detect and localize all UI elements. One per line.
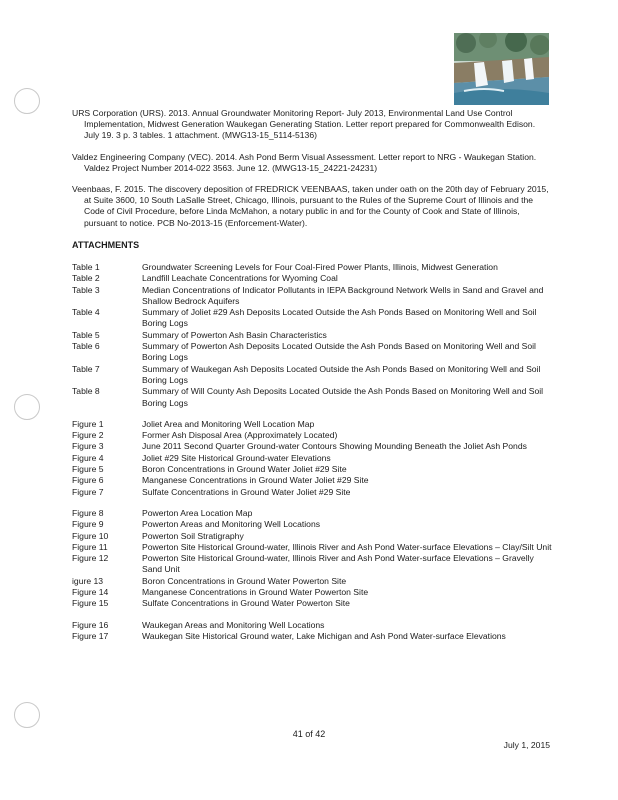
attachment-label: Figure 14 [72, 587, 109, 598]
attachment-label: Table 7 [72, 363, 100, 374]
attachment-label: Figure 1 [72, 418, 104, 429]
section-gap [72, 610, 554, 620]
attachment-label: Table 2 [72, 273, 100, 284]
attachment-description: Powerton Site Historical Ground-water, Illinois River and Ash Pond Water-surface Elevations – Gravelly Sand Unit [142, 553, 534, 575]
attachment-description: Sulfate Concentrations in Ground Water Powerton Site [142, 598, 350, 609]
attachment-row [72, 386, 554, 409]
attachment-label: Figure 16 [72, 619, 109, 630]
attachment-description: Median Concentrations of Indicator Pollutants in IEPA Background Network Wells in Sand and Gravel and Shallow Bedrock Aquifers [142, 284, 544, 306]
attachment-label: Table 8 [72, 386, 100, 397]
attachment-label: Figure 10 [72, 530, 109, 541]
attachment-row [72, 262, 554, 273]
attachment-row [72, 631, 554, 642]
attachment-row [72, 475, 554, 486]
attachments-heading: ATTACHMENTS [72, 240, 140, 250]
attachment-description: Summary of Powerton Ash Deposits Located Outside the Ash Ponds Based on Monitoring Well and Soil Boring Logs [142, 341, 536, 363]
attachment-description: Groundwater Screening Levels for Four Coal-Fired Power Plants, Illinois, Midwest Generation [142, 262, 498, 272]
attachment-row [72, 330, 554, 341]
attachment-row [72, 364, 554, 387]
attachments-list [72, 262, 554, 642]
attachment-label: Figure 4 [72, 452, 104, 463]
attachment-description: Waukegan Site Historical Ground water, Lake Michigan and Ash Pond Water-surface Elevations [142, 630, 506, 641]
attachment-label: Figure 7 [72, 486, 104, 497]
punch-hole-top [14, 88, 40, 114]
reference-entry: Valdez Engineering Company (VEC). 2014. Ash Pond Berm Visual Assessment. Letter report to NRG - Waukegan Station. Valdez Project Number 2014-022 3563. June 12. (MWG13-15_24221-24231) [72, 151, 537, 173]
attachment-description: Sulfate Concentrations in Ground Water Joliet #29 Site [142, 486, 351, 497]
attachment-description: Former Ash Disposal Area (Approximately Located) [142, 430, 338, 441]
attachment-row [72, 285, 554, 308]
attachment-label: Figure 17 [72, 630, 109, 641]
attachment-description: Summary of Powerton Ash Basin Characteristics [142, 329, 327, 340]
attachment-row [72, 341, 554, 364]
attachment-row [72, 587, 554, 598]
attachment-row [72, 519, 554, 530]
attachment-label: Figure 2 [72, 430, 104, 441]
attachment-description: Boron Concentrations in Ground Water Joliet #29 Site [142, 464, 347, 475]
attachment-description: Landfill Leachate Concentrations for Wyoming Coal [142, 273, 338, 284]
attachment-description: Powerton Areas and Monitoring Well Locations [142, 519, 321, 530]
attachment-row [72, 508, 554, 519]
attachment-row [72, 453, 554, 464]
attachment-label: Table 3 [72, 284, 100, 295]
attachment-row [72, 419, 554, 430]
attachment-label: Figure 6 [72, 475, 104, 486]
attachment-row [72, 487, 554, 498]
attachment-description: Powerton Soil Stratigraphy [142, 530, 244, 541]
attachment-label: Table 6 [72, 341, 100, 352]
attachment-label: Figure 9 [72, 519, 104, 530]
attachment-description: Boron Concentrations in Ground Water Powerton Site [142, 575, 347, 586]
attachment-description: Manganese Concentrations in Ground Water Joliet #29 Site [142, 475, 369, 486]
attachment-label: Table 1 [72, 262, 100, 272]
attachment-label: Figure 11 [72, 541, 108, 552]
references-list [72, 108, 550, 239]
attachment-row [72, 620, 554, 631]
attachment-description: Manganese Concentrations in Ground Water Powerton Site [142, 587, 369, 598]
attachment-description: Joliet #29 Site Historical Ground-water Elevations [142, 452, 331, 463]
attachment-label: Figure 12 [72, 553, 109, 564]
attachment-label: Figure 3 [72, 441, 104, 452]
attachment-row [72, 553, 554, 576]
attachment-row [72, 576, 554, 587]
attachment-description: Powerton Site Historical Ground-water, Illinois River and Ash Pond Water-surface Elevations – Clay/Silt Unit [142, 541, 552, 552]
attachment-description: June 2011 Second Quarter Ground-water Contours Showing Mounding Beneath the Joliet Ash Ponds [142, 441, 527, 452]
attachment-description: Joliet Area and Monitoring Well Location Map [142, 418, 315, 429]
attachment-row [72, 598, 554, 609]
punch-hole-middle [14, 394, 40, 420]
attachment-row [72, 531, 554, 542]
page-number: 41 of 42 [292, 729, 326, 739]
attachment-label: igure 13 [72, 575, 104, 586]
attachment-description: Powerton Area Location Map [142, 507, 253, 518]
attachment-label: Figure 5 [72, 464, 104, 475]
attachment-label: Table 5 [72, 329, 100, 340]
attachment-label: Figure 15 [72, 598, 109, 609]
attachment-description: Summary of Joliet #29 Ash Deposits Located Outside the Ash Ponds Based on Monitoring Well and Soil Boring Logs [142, 307, 537, 329]
attachment-label: Table 4 [72, 307, 100, 318]
attachment-description: Summary of Waukegan Ash Deposits Located Outside the Ash Ponds Based on Monitoring Well and Soil Boring Logs [142, 363, 541, 385]
reference-entry: Veenbaas, F. 2015. The discovery deposition of FREDRICK VEENBAAS, taken under oath on the 20th day of February 2015, at Suite 3600, 10 South LaSalle Street, Chicago, Illinois, pursuant to the Rules of the Supreme Court of Illinois and the Code of Civil Procedure, before Linda McMahon, a notary public in and for the County of Cook and State of Illinois, pursuant to notice. PCB No-2013-15 (Enforcement-Water). [72, 184, 549, 228]
attachment-row [72, 273, 554, 284]
reference-entry: URS Corporation (URS). 2013. Annual Groundwater Monitoring Report- July 2013, Environmental Land Use Control Implementation, Midwest Generation Waukegan Generating Station. Letter report prepared for Commonwealth Edison. July 19. 3 p. 3 tables. 1 attachment. (MWG13-15_5114-5136) [72, 108, 536, 141]
section-gap [72, 409, 554, 419]
attachment-description: Summary of Will County Ash Deposits Located Outside the Ash Ponds Based on Monitoring Well and Soil Boring Logs [142, 386, 544, 408]
attachment-row [72, 464, 554, 475]
attachment-row [72, 542, 554, 553]
punch-hole-bottom [14, 702, 40, 728]
attachment-description: Waukegan Areas and Monitoring Well Locations [142, 619, 325, 630]
attachment-row [72, 441, 554, 452]
attachment-row [72, 430, 554, 441]
waterfall-logo-image [454, 33, 549, 105]
attachment-label: Figure 8 [72, 507, 104, 518]
section-gap [72, 498, 554, 508]
attachment-row [72, 307, 554, 330]
document-date: July 1, 2015 [503, 740, 550, 750]
